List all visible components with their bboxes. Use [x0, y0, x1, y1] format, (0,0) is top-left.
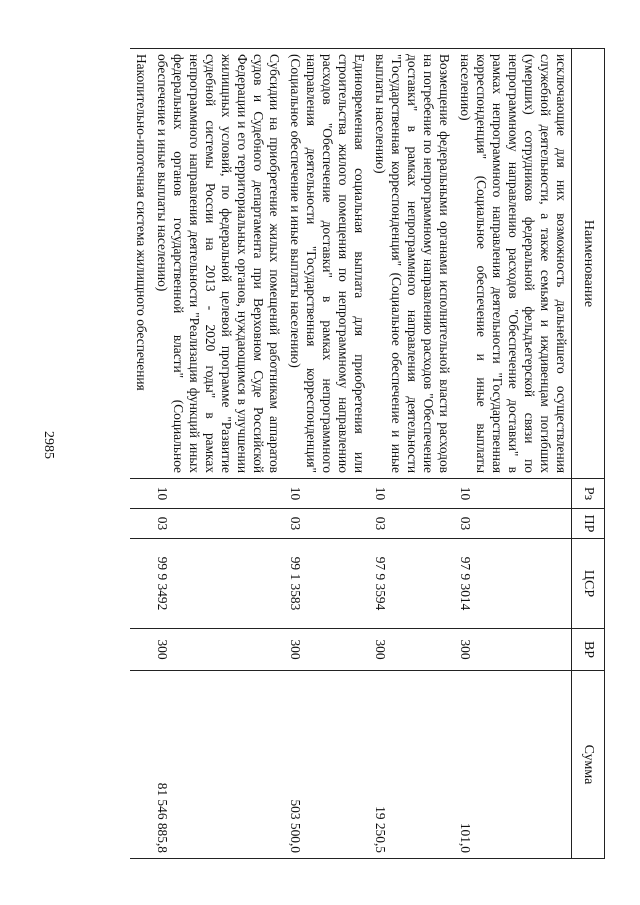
row-rz: 10 — [454, 479, 572, 509]
budget-table — [130, 48, 605, 859]
row-pr: 03 — [284, 509, 369, 539]
table-row — [454, 49, 572, 859]
header-sum: Сумма — [572, 671, 605, 859]
row-rz: 10 — [369, 479, 454, 509]
row-name: Единовременная социальная выплата для приобретения или строительства жилого помещения по непрограммному направлению расходов "Обеспечение доставки" в рамках непрограммного направления деятельности "Государственная корреспонденция" (Социальное обеспечение и иные выплаты населению) — [284, 49, 369, 479]
table-header-row — [572, 49, 605, 859]
row-sum — [130, 671, 151, 859]
row-name: Возмещение федеральными органами исполнительной власти расходов на погребение по непрограммному направлению расходов "Обеспечение доставки" в рамках непрограммного направления деятельности "Государственная корреспонденция" (Социальное обеспечение и иные выплаты населению) — [369, 49, 454, 479]
row-name: Субсидии на приобретение жилых помещений работникам аппаратов судов и Судебного департамента при Верховном Суде Российской Федерации и его территориальных органов, нуждающимся в улучшении жилищных условий, по федеральной целевой программе "Развитие судебной системы России на 2013 - 2020 годы" в рамках непрограммного направления деятельности "Реализация функций иных федеральных органов государственной власти" (Социальное обеспечение и иные выплаты населению) — [151, 49, 284, 479]
row-csr: 99 9 3492 — [151, 539, 284, 629]
row-sum: 19 250,5 — [369, 671, 454, 859]
page-number: 2985 — [41, 431, 56, 459]
row-sum: 101,0 — [454, 671, 572, 859]
budget-table-sheet — [95, 48, 605, 858]
row-vr — [130, 629, 151, 671]
header-name: Наименование — [572, 49, 605, 479]
row-pr: 03 — [151, 509, 284, 539]
row-vr: 300 — [369, 629, 454, 671]
table-row — [369, 49, 454, 859]
row-sum: 81 546 885,8 — [151, 671, 284, 859]
row-name: исключающие для них возможность дальнейшего осуществления служебной деятельности, а также семьям и иждивенцам погибших (умерших) сотрудников федеральной фельдъегерской связи по непрограммному направлению расходов "Обеспечение доставки" в рамках непрограммного направления деятельности "Государственная корреспонденция" (Социальное обеспечение и иные выплаты населению) — [454, 49, 572, 479]
table-row — [151, 49, 284, 859]
row-csr: 99 1 3583 — [284, 539, 369, 629]
header-vr: ВР — [572, 629, 605, 671]
row-name: Накопительно-ипотечная система жилищного обеспечения — [130, 49, 151, 479]
row-rz: 10 — [284, 479, 369, 509]
row-pr — [130, 509, 151, 539]
row-pr: 03 — [454, 509, 572, 539]
table-row — [130, 49, 151, 859]
row-csr — [130, 539, 151, 629]
header-pr: ПР — [572, 509, 605, 539]
row-rz: 10 — [151, 479, 284, 509]
header-csr: ЦСР — [572, 539, 605, 629]
row-vr: 300 — [284, 629, 369, 671]
row-csr: 97 9 3594 — [369, 539, 454, 629]
row-rz — [130, 479, 151, 509]
row-pr: 03 — [369, 509, 454, 539]
table-row — [284, 49, 369, 859]
row-sum: 503 500,0 — [284, 671, 369, 859]
row-vr: 300 — [454, 629, 572, 671]
row-csr: 97 9 3014 — [454, 539, 572, 629]
header-rz: Рз — [572, 479, 605, 509]
row-vr: 300 — [151, 629, 284, 671]
